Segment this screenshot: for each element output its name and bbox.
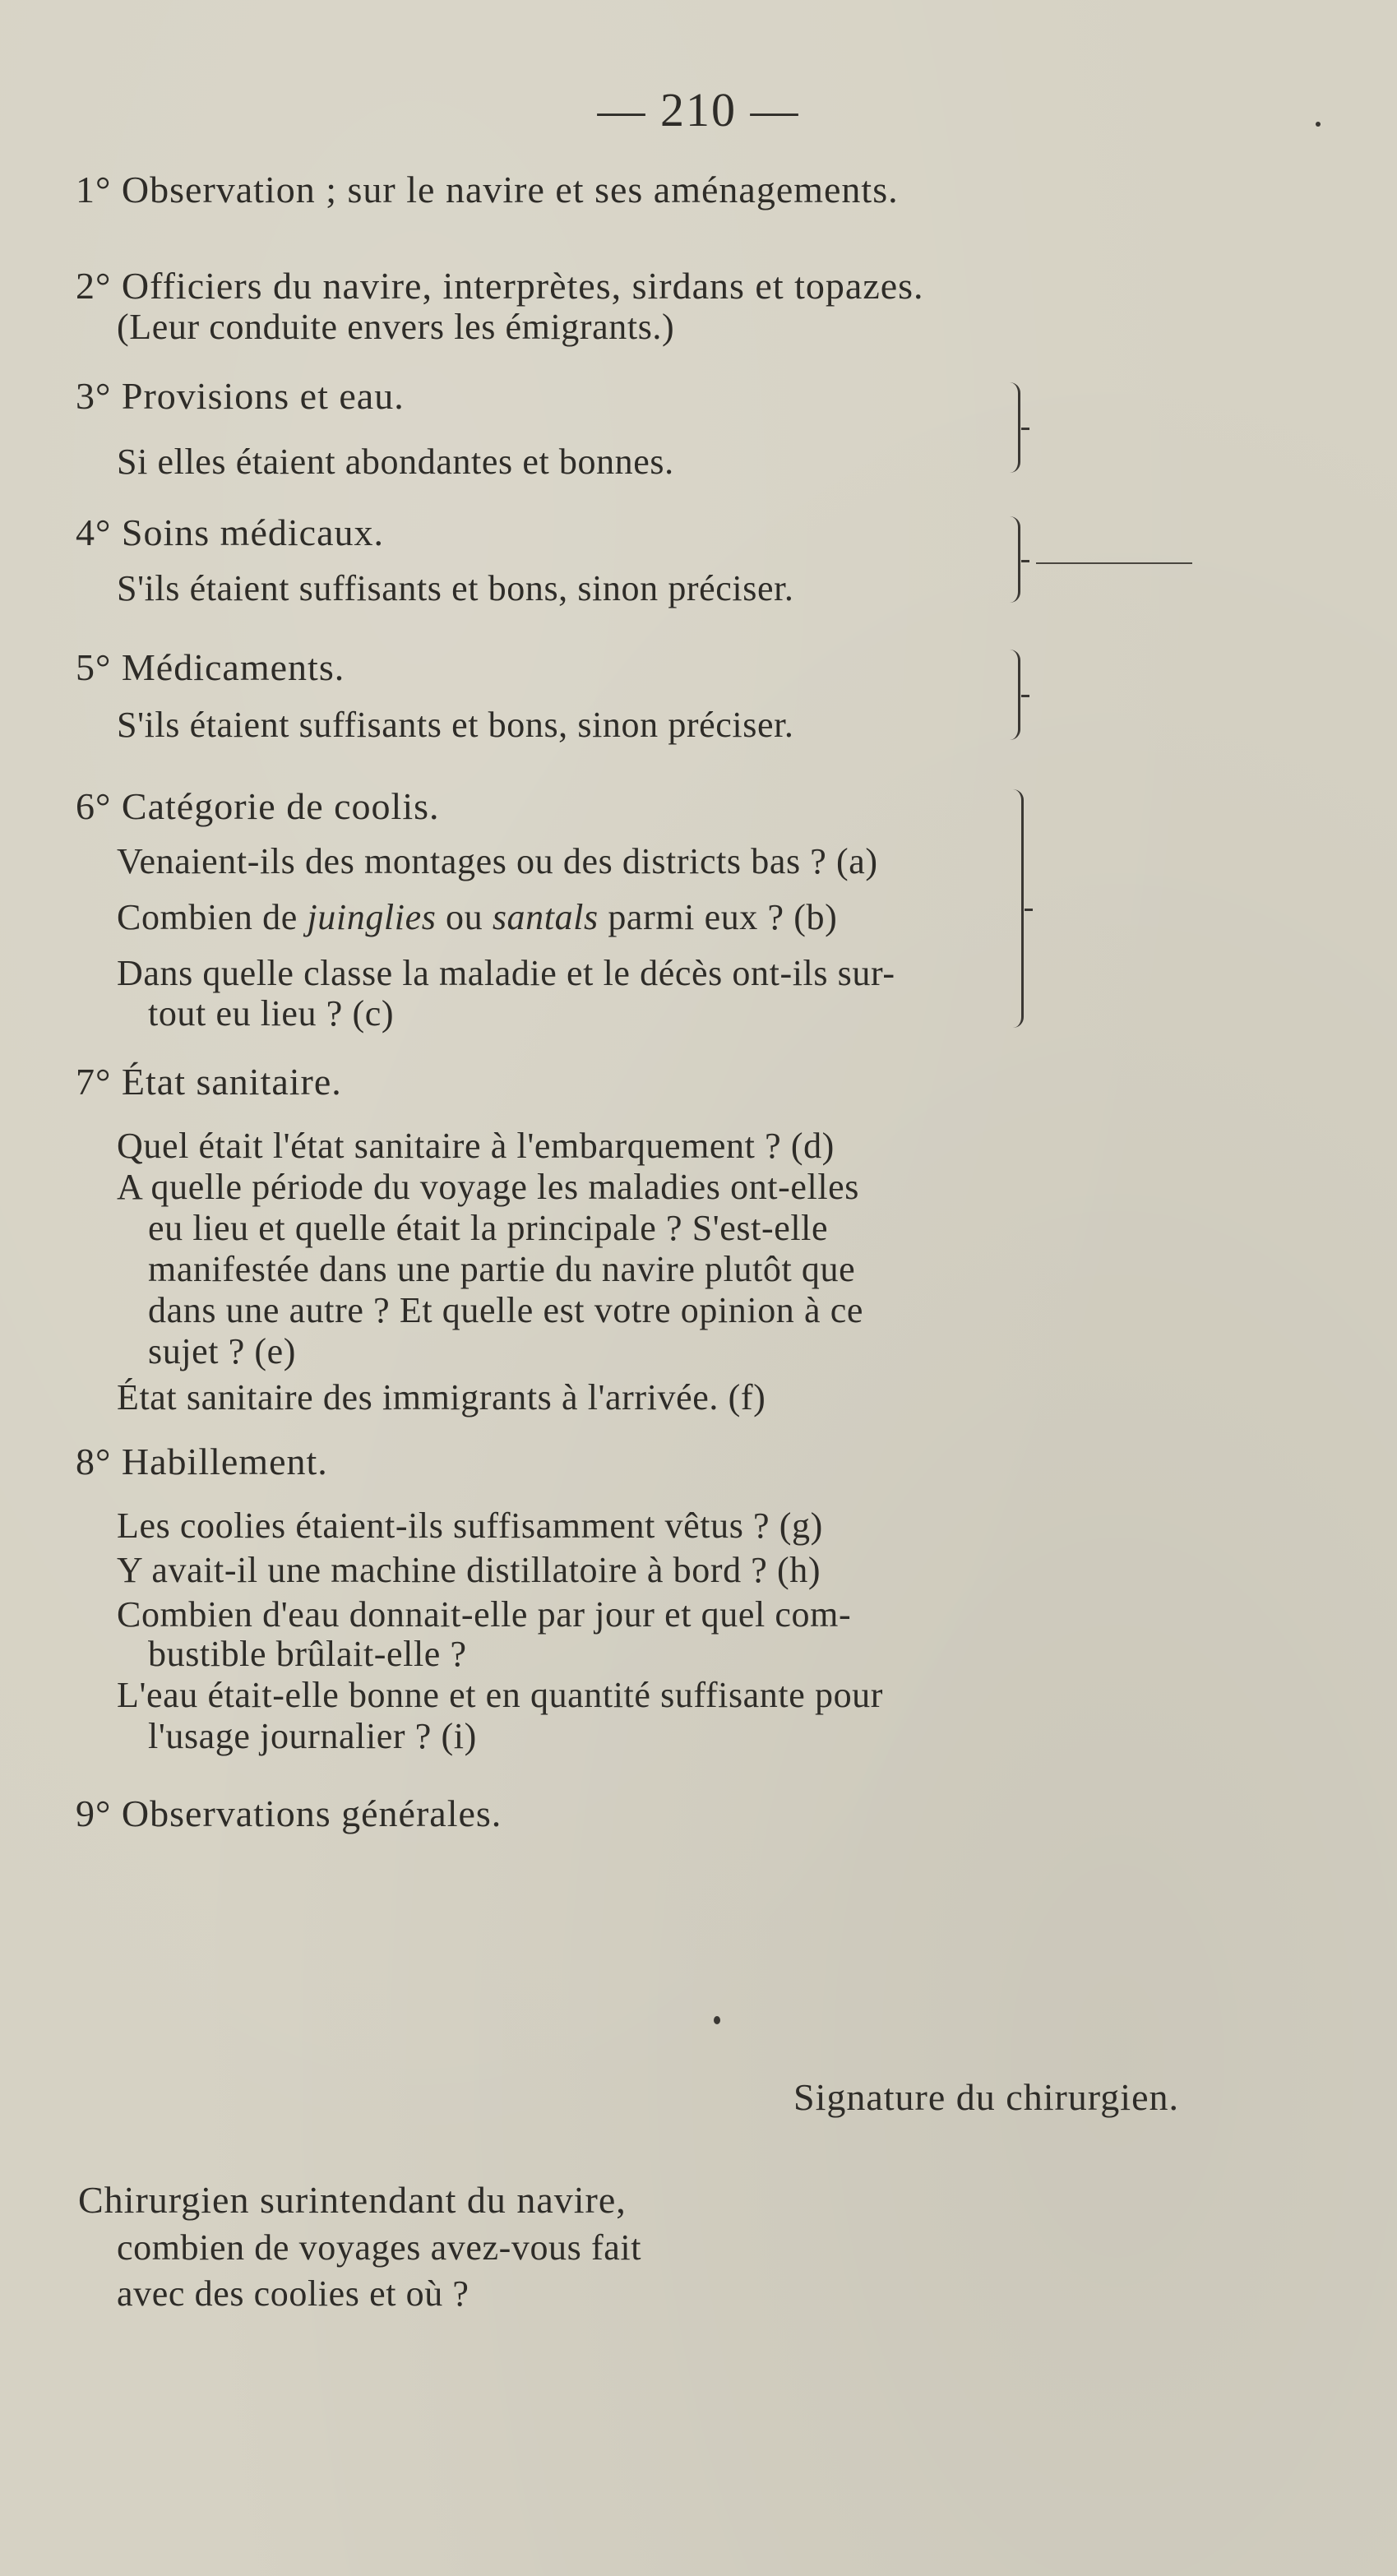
item-4-sub: S'ils étaient suffisants et bons, sinon préciser. [117, 568, 794, 608]
item-3-sub: Si elles étaient abondantes et bonnes. [117, 442, 674, 482]
item-4-number: 4° [76, 511, 112, 553]
item-3-number: 3° [76, 375, 112, 417]
item-7-number: 7° [76, 1061, 112, 1103]
page-number: — 210 — [597, 83, 800, 136]
item-7-q2b: eu lieu et quelle était la principale ? S'est-elle [148, 1208, 829, 1248]
item-7-q2c: manifestée dans une partie du navire plutôt que [148, 1249, 856, 1289]
item-7-q2a: A quelle période du voyage les maladies ont-elles [117, 1167, 860, 1207]
item-1-text: Observation ; sur le navire et ses aménagements. [121, 169, 899, 210]
ink-speck [1316, 122, 1321, 127]
item-8-q3a: Combien d'eau donnait-elle par jour et quel com- [117, 1594, 852, 1635]
item-6-text: Catégorie de coolis. [121, 785, 440, 827]
item-6-q2-mid: ou [436, 897, 493, 937]
item-7-q3: État sanitaire des immigrants à l'arrivée. (f) [117, 1377, 766, 1417]
item-6-q3a: Dans quelle classe la maladie et le décès ont-ils sur- [117, 953, 895, 993]
item-6-q2-italic-1: juinglies [307, 897, 437, 937]
item-6-number: 6° [76, 785, 112, 827]
item-5-brace [1010, 650, 1020, 740]
item-9-text: Observations générales. [121, 1792, 502, 1834]
item-7-q1: Quel était l'état sanitaire à l'embarquement ? (d) [117, 1126, 835, 1166]
item-5-text: Médicaments. [121, 646, 345, 688]
item-6-q2 [117, 896, 837, 939]
item-6-q2-italic-2: santals [492, 897, 599, 937]
item-3-text: Provisions et eau. [121, 375, 405, 417]
closing-line-3: avec des coolies et où ? [117, 2273, 470, 2314]
closing-line-1: Chirurgien surintendant du navire, [78, 2179, 627, 2221]
item-8-q1: Les coolies étaient-ils suffisamment vêtus ? (g) [117, 1505, 823, 1546]
item-2-note: (Leur conduite envers les émigrants.) [117, 307, 675, 347]
closing-line-2: combien de voyages avez-vous fait [117, 2227, 642, 2268]
item-6-brace [1013, 789, 1024, 1028]
item-8-text: Habillement. [121, 1441, 328, 1482]
item-5 [76, 646, 345, 689]
item-9-number: 9° [76, 1792, 112, 1834]
item-8-q2: Y avait-il une machine distillatoire à bord ? (h) [117, 1550, 821, 1590]
item-4-brace [1010, 516, 1020, 603]
item-3 [76, 375, 405, 418]
item-7-q2e: sujet ? (e) [148, 1331, 297, 1371]
ink-speck [714, 2016, 720, 2024]
item-2-text: Officiers du navire, interprètes, sirdans et topazes. [121, 265, 924, 307]
item-6-q1: Venaient-ils des montages ou des districts bas ? (a) [117, 841, 878, 881]
item-6 [76, 785, 440, 828]
item-4 [76, 511, 384, 554]
item-5-sub: S'ils étaient suffisants et bons, sinon préciser. [117, 705, 794, 745]
item-6-q3b: tout eu lieu ? (c) [148, 993, 395, 1034]
item-6-q2-pre: Combien de [117, 897, 308, 937]
item-8-q4b: l'usage journalier ? (i) [148, 1716, 477, 1756]
item-4-dash [1036, 562, 1192, 564]
item-3-brace [1010, 382, 1020, 473]
item-8-number: 8° [76, 1441, 112, 1482]
item-2 [76, 265, 924, 308]
item-4-text: Soins médicaux. [121, 511, 384, 553]
item-1-number: 1° [76, 169, 112, 210]
item-9 [76, 1792, 502, 1835]
signature-line: Signature du chirurgien. [793, 2076, 1179, 2118]
item-2-number: 2° [76, 265, 112, 307]
item-5-number: 5° [76, 646, 112, 688]
item-7-q2d: dans une autre ? Et quelle est votre opinion à ce [148, 1290, 863, 1330]
item-7-text: État sanitaire. [121, 1061, 342, 1103]
item-8-q4a: L'eau était-elle bonne et en quantité suffisante pour [117, 1675, 884, 1715]
item-1 [76, 169, 899, 211]
item-8-q3b: bustible brûlait-elle ? [148, 1634, 467, 1674]
item-6-q2-post: parmi eux ? (b) [598, 897, 838, 937]
item-8 [76, 1441, 328, 1483]
item-7 [76, 1061, 342, 1103]
